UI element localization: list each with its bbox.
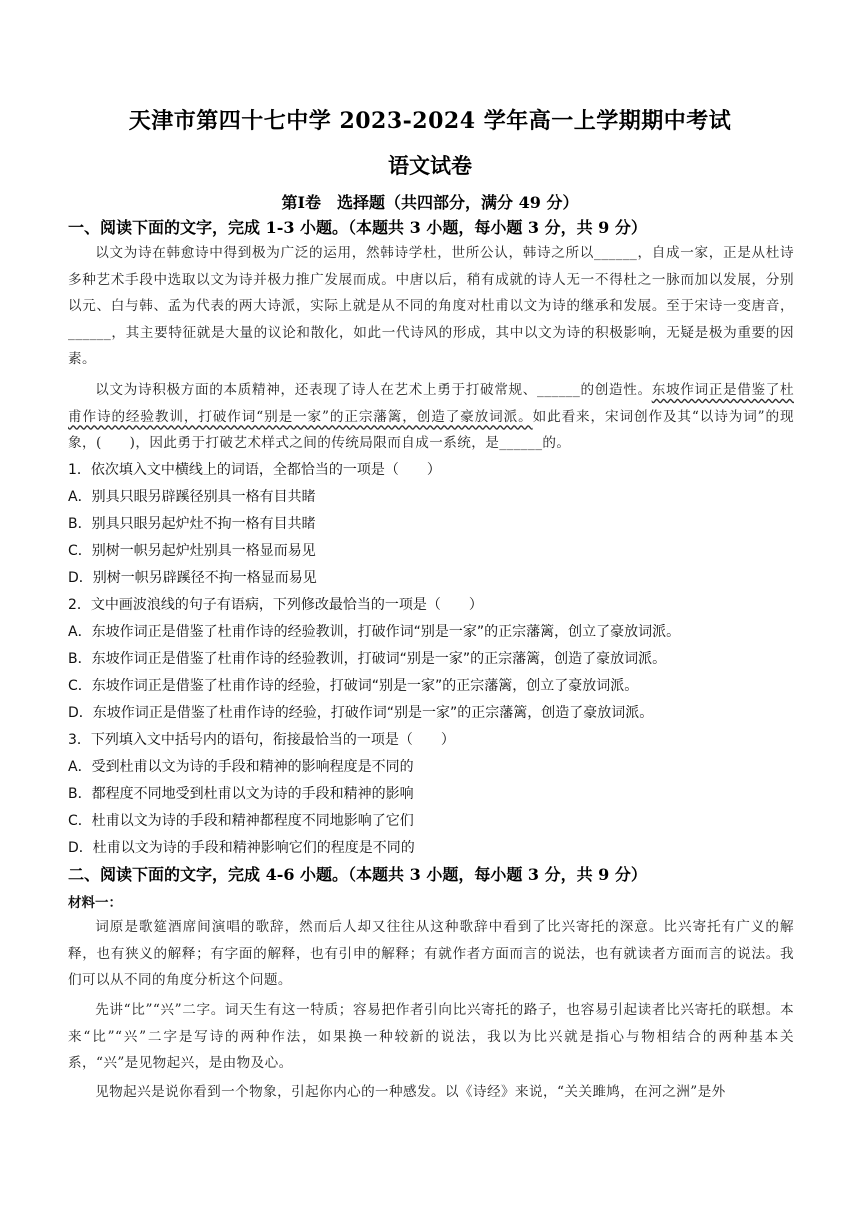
question-3-option-b[interactable]: B．都程度不同地受到杜甫以文为诗的手段和精神的影响 xyxy=(68,786,414,802)
section-2-heading: 二、阅读下面的文字，完成 4-6 小题。（本题共 3 小题，每小题 3 分，共 9 分） xyxy=(68,865,647,884)
section-1-paragraph-1: 以文为诗在韩愈诗中得到极为广泛的运用，然韩诗学杜，世所公认，韩诗之所以______，自成一家，正是从杜诗多种艺术手段中选取以文为诗并极力推广发展而成。中唐以后，稍有成就的诗人无一不得杜之一脉而加以发展，分别以元、白与韩、孟为代表的两大诗派，实际上就是从不同的角度对杜甫以文为诗的继承和发展。至于宋诗一变唐音，______，其主要特征就是大量的议论和散化，如此一代诗风的形成，其中以文为诗的积极影响，无疑是极为重要的因素。 xyxy=(68,245,794,368)
question-2-stem: 2．文中画波浪线的句子有语病，下列修改最恰当的一项是（ ） xyxy=(68,597,483,613)
exam-title: 天津市第四十七中学 2023-2024 学年高一上学期期中考试 xyxy=(128,108,732,134)
section-1-paragraph-2 xyxy=(68,377,794,457)
question-1-stem: 1．依次填入文中横线上的词语，全都恰当的一项是（ ） xyxy=(68,462,441,478)
material-1-paragraph-2: 先讲“比”“兴”二字。词天生有这一特质；容易把作者引向比兴寄托的路子，也容易引起读者比兴寄托的联想。本来“比”“兴”二字是写诗的两种作法，如果换一种较新的说法，我以为比兴就是指心与物相结合的两种基本关系，“兴”是见物起兴，是由物及心。 xyxy=(68,1002,794,1072)
exam-subtitle: 语文试卷 xyxy=(388,153,472,178)
question-1-option-a[interactable]: A．别具只眼另辟蹊径别具一格有目共睹 xyxy=(68,489,316,505)
question-2-option-b[interactable]: B．东坡作词正是借鉴了杜甫作诗的经验教训，打破词“别是一家”的正宗藩篱，创造了豪放词派。 xyxy=(68,651,667,667)
question-2-option-a[interactable]: A．东坡作词正是借鉴了杜甫作诗的经验教训，打破作词“别是一家”的正宗藩篱，创立了豪放词派。 xyxy=(68,624,681,640)
question-2-option-c[interactable]: C．东坡作词正是借鉴了杜甫作诗的经验，打破词“别是一家”的正宗藩篱，创立了豪放词派。 xyxy=(68,678,639,694)
material-1-label: 材料一： xyxy=(68,895,122,911)
section-1-heading: 一、阅读下面的文字，完成 1-3 小题。（本题共 3 小题，每小题 3 分，共 9 分） xyxy=(68,218,647,237)
part-heading: 第Ⅰ卷 选择题（共四部分，满分 49 分） xyxy=(281,193,579,212)
material-1-paragraph-1: 词原是歌筵酒席间演唱的歌辞，然而后人却又往往从这种歌辞中看到了比兴寄托的深意。比兴寄托有广义的解释，也有狭义的解释；有字面的解释，也有引申的解释；有就作者方面而言的说法，也有就读者方面而言的说法。我们可以从不同的角度分析这个问题。 xyxy=(68,919,794,989)
question-3-option-c[interactable]: C．杜甫以文为诗的手段和精神都程度不同地影响了它们 xyxy=(68,813,414,829)
question-1-option-c[interactable]: C．别树一帜另起炉灶别具一格显而易见 xyxy=(68,543,316,559)
paragraph-2-text-a: 以文为诗积极方面的本质精神，还表现了诗人在艺术上勇于打破常规、______的创造性。 xyxy=(95,382,652,398)
question-1-option-d[interactable]: D．别树一帜另辟蹊径不拘一格显而易见 xyxy=(68,570,317,586)
material-1-paragraph-3: 见物起兴是说你看到一个物象，引起你内心的一种感发。以《诗经》来说，“关关雎鸠，在河之洲”是外 xyxy=(95,1084,726,1100)
question-1-option-b[interactable]: B．别具只眼另起炉灶不拘一格有目共睹 xyxy=(68,516,316,532)
wavy-underlined-sentence: 东坡作词正是借鉴了杜甫作诗的经验教训，打破作词“别是一家”的正宗藩篱，创造了豪放词派。 xyxy=(68,382,794,425)
question-3-option-d[interactable]: D．杜甫以文为诗的手段和精神影响它们的程度是不同的 xyxy=(68,840,415,856)
question-2-option-d[interactable]: D．东坡作词正是借鉴了杜甫作诗的经验，打破作词“别是一家”的正宗藩篱，创造了豪放词派。 xyxy=(68,705,654,721)
question-3-option-a[interactable]: A．受到杜甫以文为诗的手段和精神的影响程度是不同的 xyxy=(68,759,414,775)
paragraph-2-text-b: 如此看来，宋词创作及其“以诗为词”的现象，( )，因此勇于打破艺术样式之间的传统局限而自成一系统，是______的。 xyxy=(68,408,794,452)
question-3-stem: 3．下列填入文中括号内的语句，衔接最恰当的一项是（ ） xyxy=(68,732,455,748)
